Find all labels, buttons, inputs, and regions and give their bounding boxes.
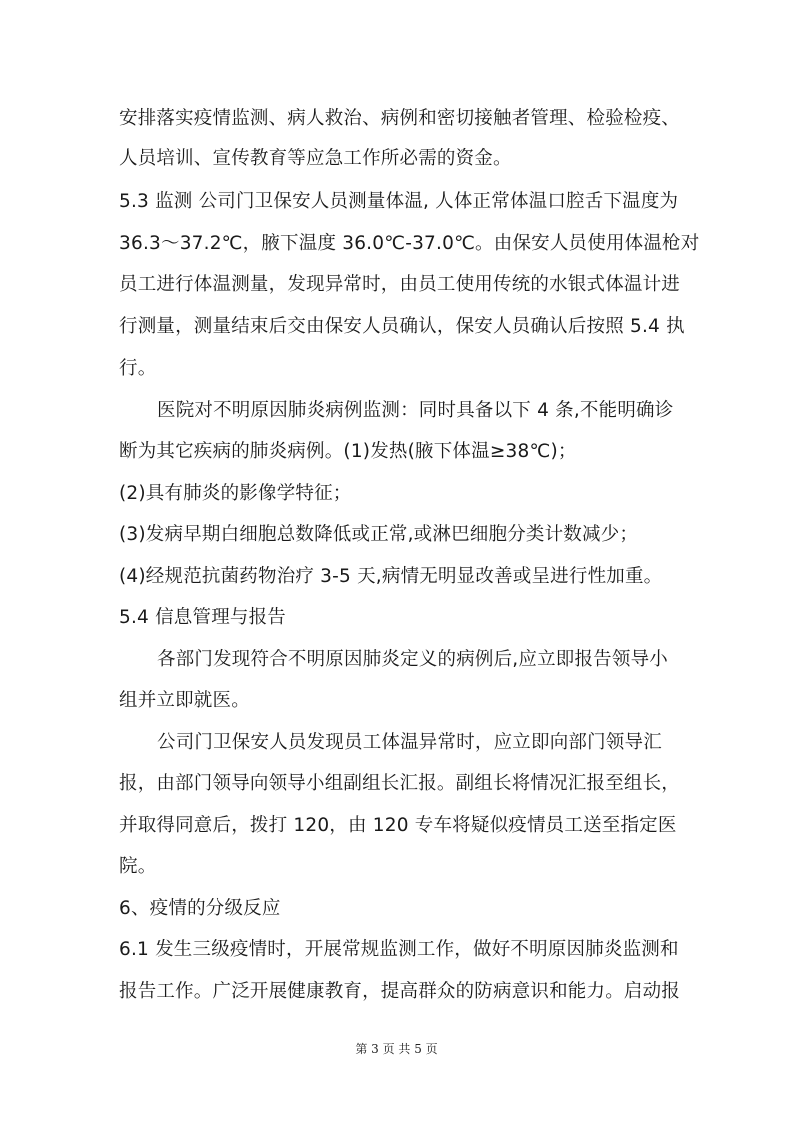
section-6-1-line: 6.1 发生三级疫情时，开展常规监测工作，做好不明原因肺炎监测和 <box>119 939 679 960</box>
text-line: 组并立即就医。 <box>119 690 250 711</box>
section-heading-5-4: 5.4 信息管理与报告 <box>119 607 287 628</box>
text-line: 人员培训、宣传教育等应急工作所必需的资金。 <box>119 148 512 169</box>
text-line: 行测量，测量结束后交由保安人员确认，保安人员确认后按照 5.4 执 <box>119 316 685 337</box>
paragraph-start-line: 医院对不明原因肺炎病例监测：同时具备以下 4 条,不能明确诊 <box>157 400 674 421</box>
section-heading-6: 6、疫情的分级反应 <box>119 898 281 919</box>
text-line: 断为其它疾病的肺炎病例。(1)发热(腋下体温≥38℃)； <box>119 441 577 462</box>
text-line: 行。 <box>119 358 157 379</box>
page-number-footer: 第 3 页 共 5 页 <box>355 1042 438 1056</box>
text-line: 36.3～37.2℃，腋下温度 36.0℃-37.0℃。由保安人员使用体温枪对 <box>119 233 700 254</box>
criteria-item-4: (4)经规范抗菌药物治疗 3-5 天,病情无明显改善或呈进行性加重。 <box>119 566 663 587</box>
criteria-item-2: (2)具有肺炎的影像学特征； <box>119 483 352 504</box>
paragraph-start-line: 公司门卫保安人员发现员工体温异常时，应立即向部门领导汇 <box>157 732 662 753</box>
text-line: 员工进行体温测量，发现异常时，由员工使用传统的水银式体温计进 <box>119 274 681 295</box>
text-line: 院。 <box>119 856 157 877</box>
section-5-3-line: 5.3 监测 公司门卫保安人员测量体温, 人体正常体温口腔舌下温度为 <box>119 191 679 212</box>
criteria-item-3: (3)发病早期白细胞总数降低或正常,或淋巴细胞分类计数减少； <box>119 524 639 545</box>
text-line: 并取得同意后，拨打 120，由 120 专车将疑似疫情员工送至指定医 <box>119 815 677 836</box>
text-line: 安排落实疫情监测、病人救治、病例和密切接触者管理、检验检疫、 <box>119 108 681 129</box>
text-line: 报，由部门领导向领导小组副组长汇报。副组长将情况汇报至组长， <box>119 773 681 794</box>
text-line: 报告工作。广泛开展健康教育，提高群众的防病意识和能力。启动报 <box>119 981 681 1002</box>
paragraph-start-line: 各部门发现符合不明原因肺炎定义的病例后,应立即报告领导小 <box>157 649 668 670</box>
